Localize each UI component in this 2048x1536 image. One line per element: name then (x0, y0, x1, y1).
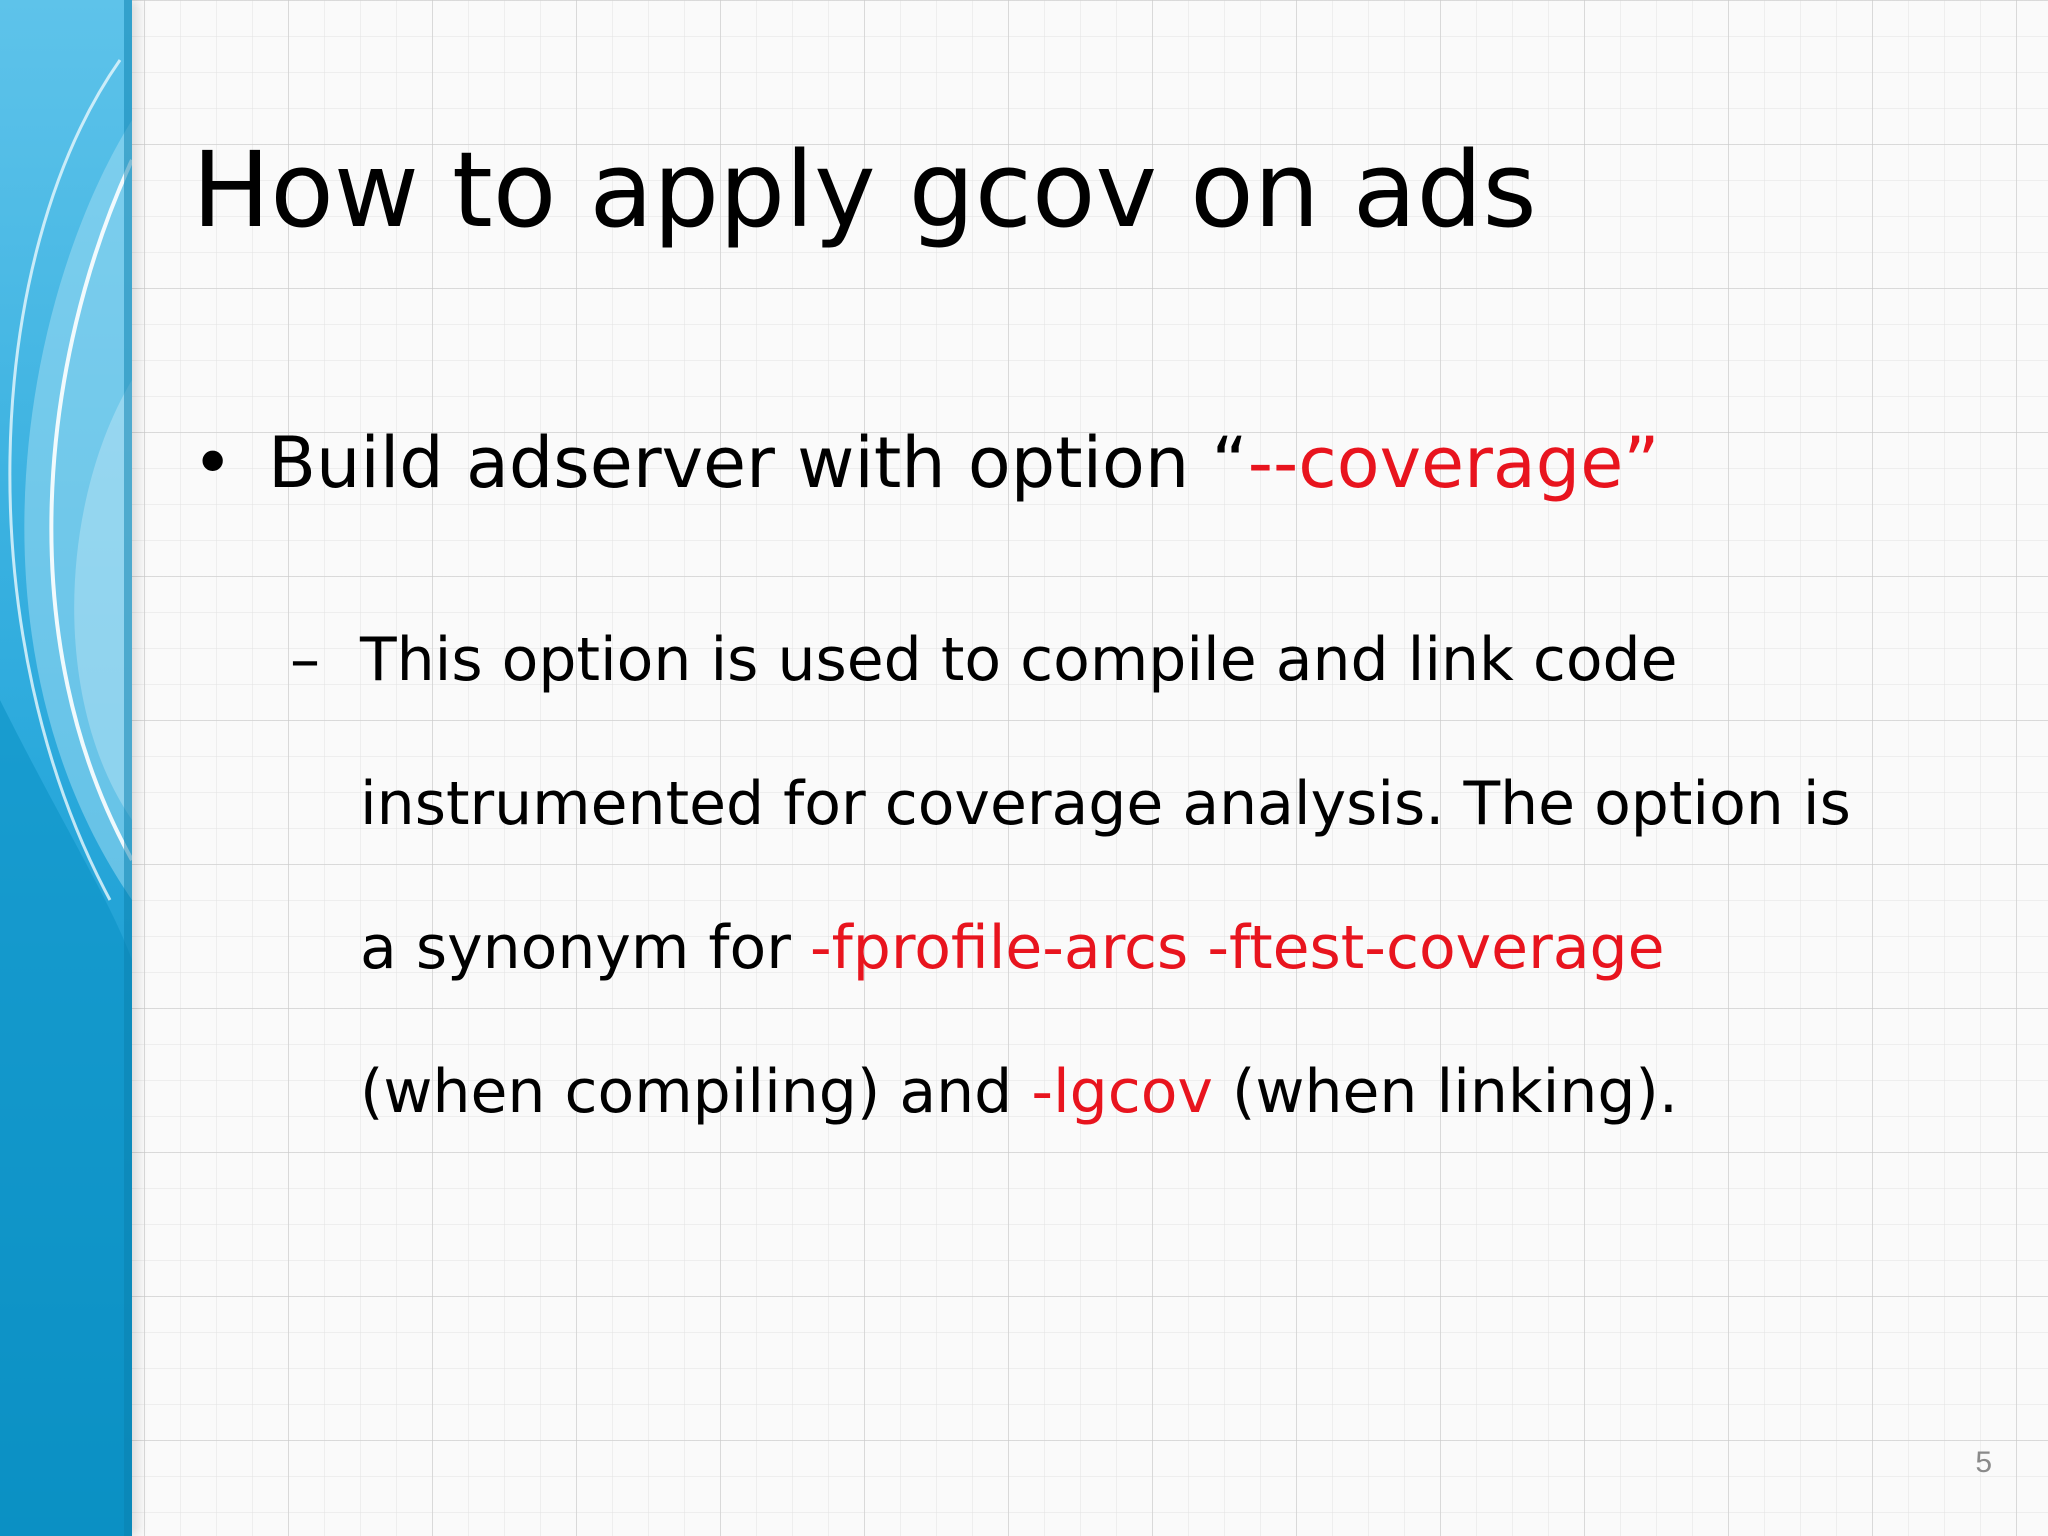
sub-bullet-marker: – (290, 625, 320, 695)
bullet-text: Build adserver with option “ (268, 422, 1248, 504)
sub-bullet-line-1: This option is used to compile and link code (360, 625, 1678, 695)
bullet-item (192, 418, 1660, 508)
decorative-side-band (0, 0, 132, 1536)
bullet-highlight: --coverage” (1247, 422, 1660, 504)
sub-bullet-line-3 (360, 876, 2010, 1020)
sub-bullet-line-4-highlight: -lgcov (1031, 1057, 1213, 1127)
sub-bullet-line-3-highlight: -fprofile-arcs -ftest-coverage (809, 913, 1665, 983)
sub-bullet-line-4-text: (when compiling) and (360, 1057, 1032, 1127)
sub-bullet-item (290, 588, 2010, 1164)
page-number: 5 (1975, 1446, 1992, 1479)
slide-title: How to apply gcov on ads (192, 129, 1537, 251)
bullet-marker: • (192, 422, 234, 504)
sub-bullet-line-4-tail: (when linking). (1212, 1057, 1678, 1127)
sub-bullet-line-3-text: a synonym for (360, 913, 810, 983)
sub-bullet-line-4 (360, 1020, 2010, 1164)
sub-bullet-line-2: instrumented for coverage analysis. The option is (360, 769, 1851, 839)
